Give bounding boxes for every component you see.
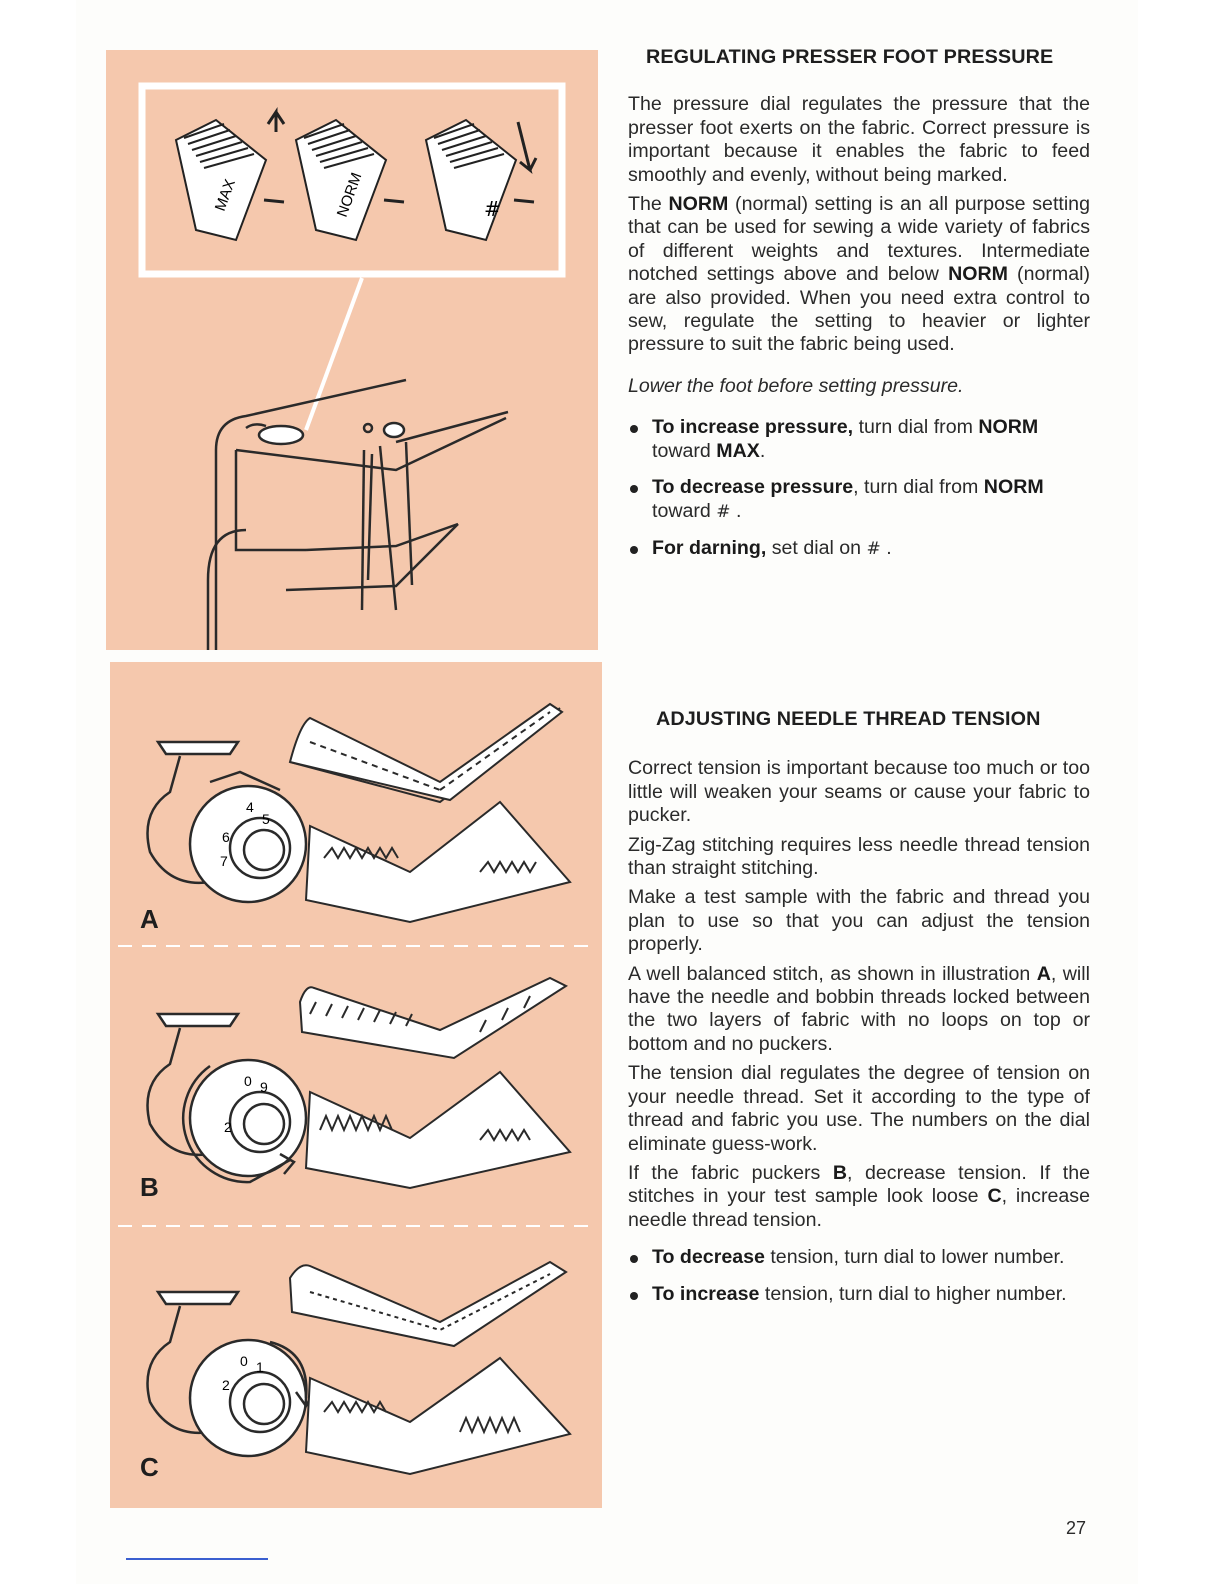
darning-symbol: #: [716, 501, 731, 522]
dial-norm-label: NORM: [333, 170, 366, 220]
section1-bullet-list: [628, 416, 1090, 561]
section2-paragraph-3: Make a test sample with the fabric and thread you plan to use so that you can adjust the tension properly.: [628, 886, 1090, 956]
section-presser-foot: [628, 46, 1090, 574]
section2-bullet-decrease: To decrease tension, turn dial to lower number.: [628, 1246, 1090, 1269]
scan-artifact-line: [126, 1558, 268, 1560]
section2-paragraph-5: The tension dial regulates the degree of tension on your needle thread. Set it according to the type of thread and fabric you use. The numbers on the dial eliminate guess-work.: [628, 1062, 1090, 1155]
section1-bullet-darning: For darning, set dial on # .: [628, 537, 1090, 561]
fabric-sample-c-loose: [290, 1262, 566, 1346]
tension-dial-a: [148, 742, 307, 902]
presser-foot-drawing: [106, 50, 598, 650]
tension-dial-c: [148, 1292, 315, 1456]
section2-paragraph-2: Zig-Zag stitching requires less needle thread tension than straight stitching.: [628, 833, 1090, 880]
dial-a-number-1: 4: [246, 799, 254, 815]
section2-paragraph-6: If the fabric puckers B, decrease tension. If the stitches in your test sample look loose C, increase needle thread tension.: [628, 1161, 1090, 1231]
section1-bullet-increase: To increase pressure, turn dial from NORM toward MAX.: [628, 416, 1090, 463]
tension-drawing: [110, 662, 602, 1508]
darning-symbol: #: [866, 538, 881, 559]
dial-darn-drawing: [426, 120, 536, 240]
page-number: 27: [1066, 1518, 1087, 1538]
dial-a-number-3: 6: [222, 829, 230, 845]
inset-pointer-line: [306, 278, 362, 430]
fabric-sample-b-puckered: [300, 978, 566, 1058]
dial-max-label: MAX: [211, 176, 239, 214]
section1-paragraph-2: The NORM (normal) setting is an all purpose setting that can be used for sewing a wide variety of fabrics of different weights and textures. Intermediate notched settings above and below NORM (normal) are also provided. When you need extra control to sew, regulate the setting to heavier or lighter pressure to suit the fabric being used.: [628, 193, 1090, 356]
dial-b-number-3: 2: [224, 1119, 232, 1135]
dial-a-number-2: 5: [262, 811, 270, 827]
fabric-sample-b-zigzag: [306, 1072, 570, 1188]
section2-bullet-increase: To increase tension, turn dial to higher number.: [628, 1283, 1090, 1306]
figure-label-b: B: [140, 1172, 159, 1202]
tension-dial-b: [148, 1014, 307, 1182]
section1-paragraph-1: The pressure dial regulates the pressure that the presser foot exerts on the fabric. Correct pressure is important because it enables the fabric to feed smoothly and evenly, without being marked.: [628, 93, 1090, 186]
dial-b-number-1: 0: [244, 1073, 252, 1089]
section2-bullet-list: [628, 1246, 1090, 1306]
presser-foot-illustration: [106, 50, 598, 650]
section2-paragraph-4: A well balanced stitch, as shown in illustration A, will have the needle and bobbin threads locked between the two layers of fabric with no loops on top or bottom and no puckers.: [628, 962, 1090, 1055]
section1-bullet-decrease: To decrease pressure, turn dial from NORM toward # .: [628, 476, 1090, 524]
dial-c-number-1: 0: [240, 1353, 248, 1369]
fabric-sample-c-zigzag: [306, 1358, 570, 1474]
dial-c-number-3: 2: [222, 1377, 230, 1393]
dial-max-drawing: [176, 112, 284, 240]
fabric-sample-a-zigzag: [306, 802, 570, 922]
dial-a-number-4: 7: [220, 853, 228, 869]
machine-head-drawing: [208, 380, 508, 650]
figure-label-c: C: [140, 1452, 159, 1482]
dial-darn-label: #: [484, 197, 501, 221]
section2-heading: ADJUSTING NEEDLE THREAD TENSION: [656, 708, 1041, 730]
fabric-sample-a-straight: [290, 704, 562, 802]
figure-label-a: A: [140, 904, 159, 934]
section1-note: Lower the foot before setting pressure.: [628, 374, 964, 397]
section2-paragraph-1: Correct tension is important because too much or too little will weaken your seams or cause your fabric to pucker.: [628, 757, 1090, 827]
tension-illustration: [110, 662, 602, 1508]
dial-b-number-2: 9: [260, 1079, 268, 1095]
section1-heading: REGULATING PRESSER FOOT PRESSURE: [646, 46, 1054, 68]
dial-c-number-2: 1: [256, 1359, 264, 1375]
section-thread-tension: [628, 708, 1090, 1319]
